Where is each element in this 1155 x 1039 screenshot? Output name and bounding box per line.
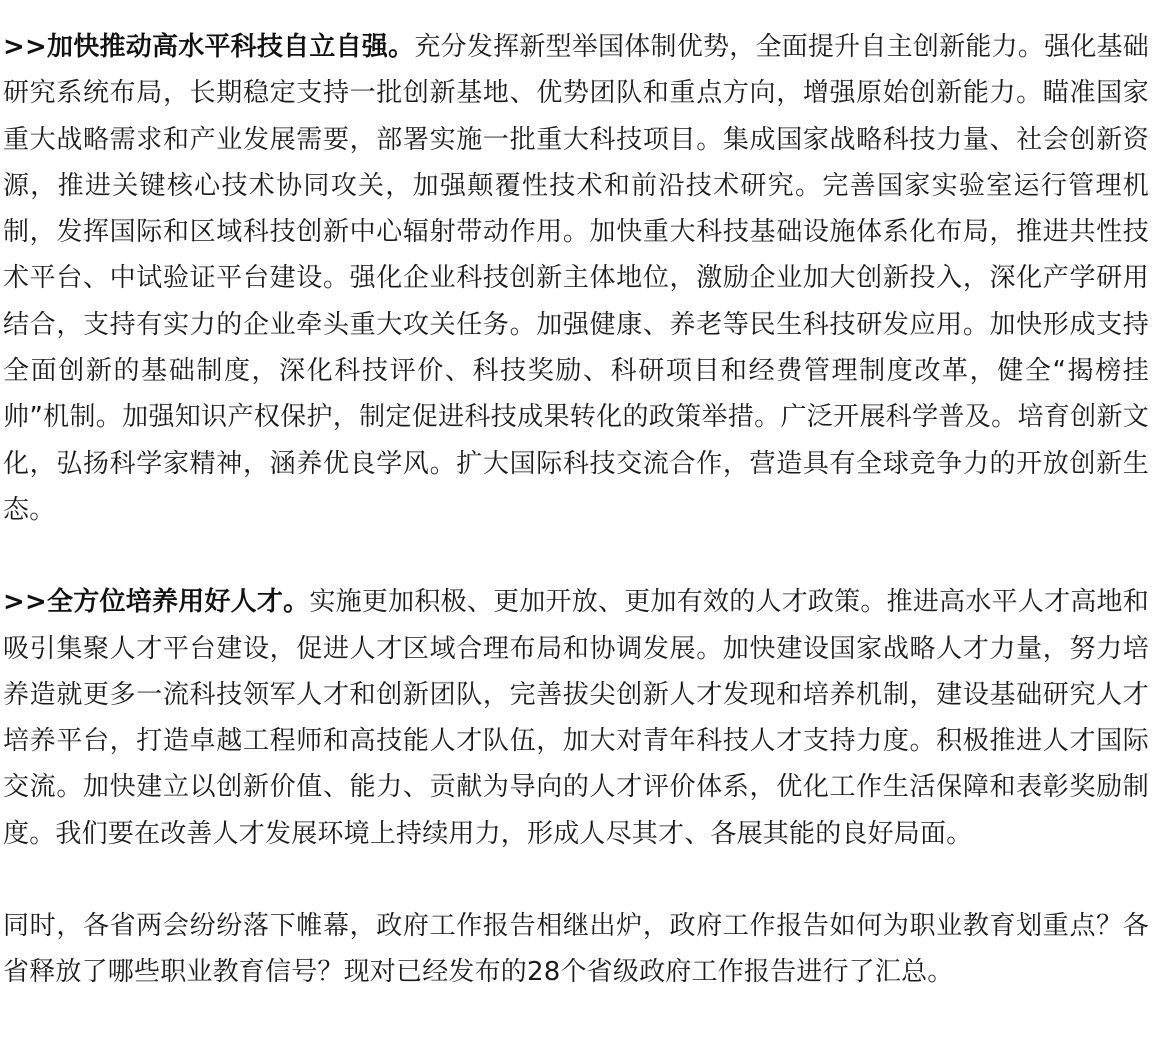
- paragraph-heading-talent: >>全方位培养用好人才。: [3, 587, 310, 618]
- paragraph-text-tech: 充分发挥新型举国体制优势，全面提升自主创新能力。强化基础研究系统布局，长期稳定支持一批创新基地、优势团队和重点方向，增强原始创新能力。瞄准国家重大战略需求和产业发展需要，部署实施一批重大科技项目。集成国家战略科技力量、社会创新资源，推进关键核心技术协同攻关，加强颠覆性技术和前沿技术研究。完善国家实验室运行管理机制，发挥国际和区域科技创新中心辐射带动作用。加快重大科技基础设施体系化布局，推进共性技术平台、中试验证平台建设。强化企业科技创新主体地位，激励企业加大创新投入，深化产学研用结合，支持有实力的企业牵头重大攻关任务。加强健康、养老等民生科技研发应用。加快形成支持全面创新的基础制度，深化科技评价、科技奖励、科研项目和经费管理制度改革，健全“揭榜挂帅”机制。加强知识产权保护，制定促进科技成果转化的政策举措。广泛开展科学普及。培育创新文化，弘扬科学家精神，涵养优良学风。扩大国际科技交流合作，营造具有全球竞争力的开放创新生态。: [3, 32, 1149, 525]
- paragraph-heading-tech: >>加快推动高水平科技自立自强。: [3, 32, 415, 62]
- paragraph-text-provincial: 同时，各省两会纷纷落下帷幕，政府工作报告相继出炉，政府工作报告如何为职业教育划重点？各省释放了哪些职业教育信号？现对已经发布的28个省级政府工作报告进行了汇总。: [3, 911, 1149, 988]
- paragraph-text-talent: 实施更加积极、更加开放、更加有效的人才政策。推进高水平人才高地和吸引集聚人才平台建设，促进人才区域合理布局和协调发展。加快建设国家战略人才力量，努力培养造就更多一流科技领军人才和创新团队，完善拔尖创新人才发现和培养机制，建设基础研究人才培养平台，打造卓越工程师和高技能人才队伍，加大对青年科技人才支持力度。积极推进人才国际交流。加快建立以创新价值、能力、贡献为导向的人才评价体系，优化工作生活保障和表彰奖励制度。我们要在改善人才发展环境上持续用力，形成人尽其才、各展其能的良好局面。: [3, 587, 1149, 849]
- paragraph-tech-self-reliance: [3, 24, 1149, 533]
- paragraph-talent: [3, 579, 1149, 857]
- paragraph-provincial-reports: [3, 903, 1149, 996]
